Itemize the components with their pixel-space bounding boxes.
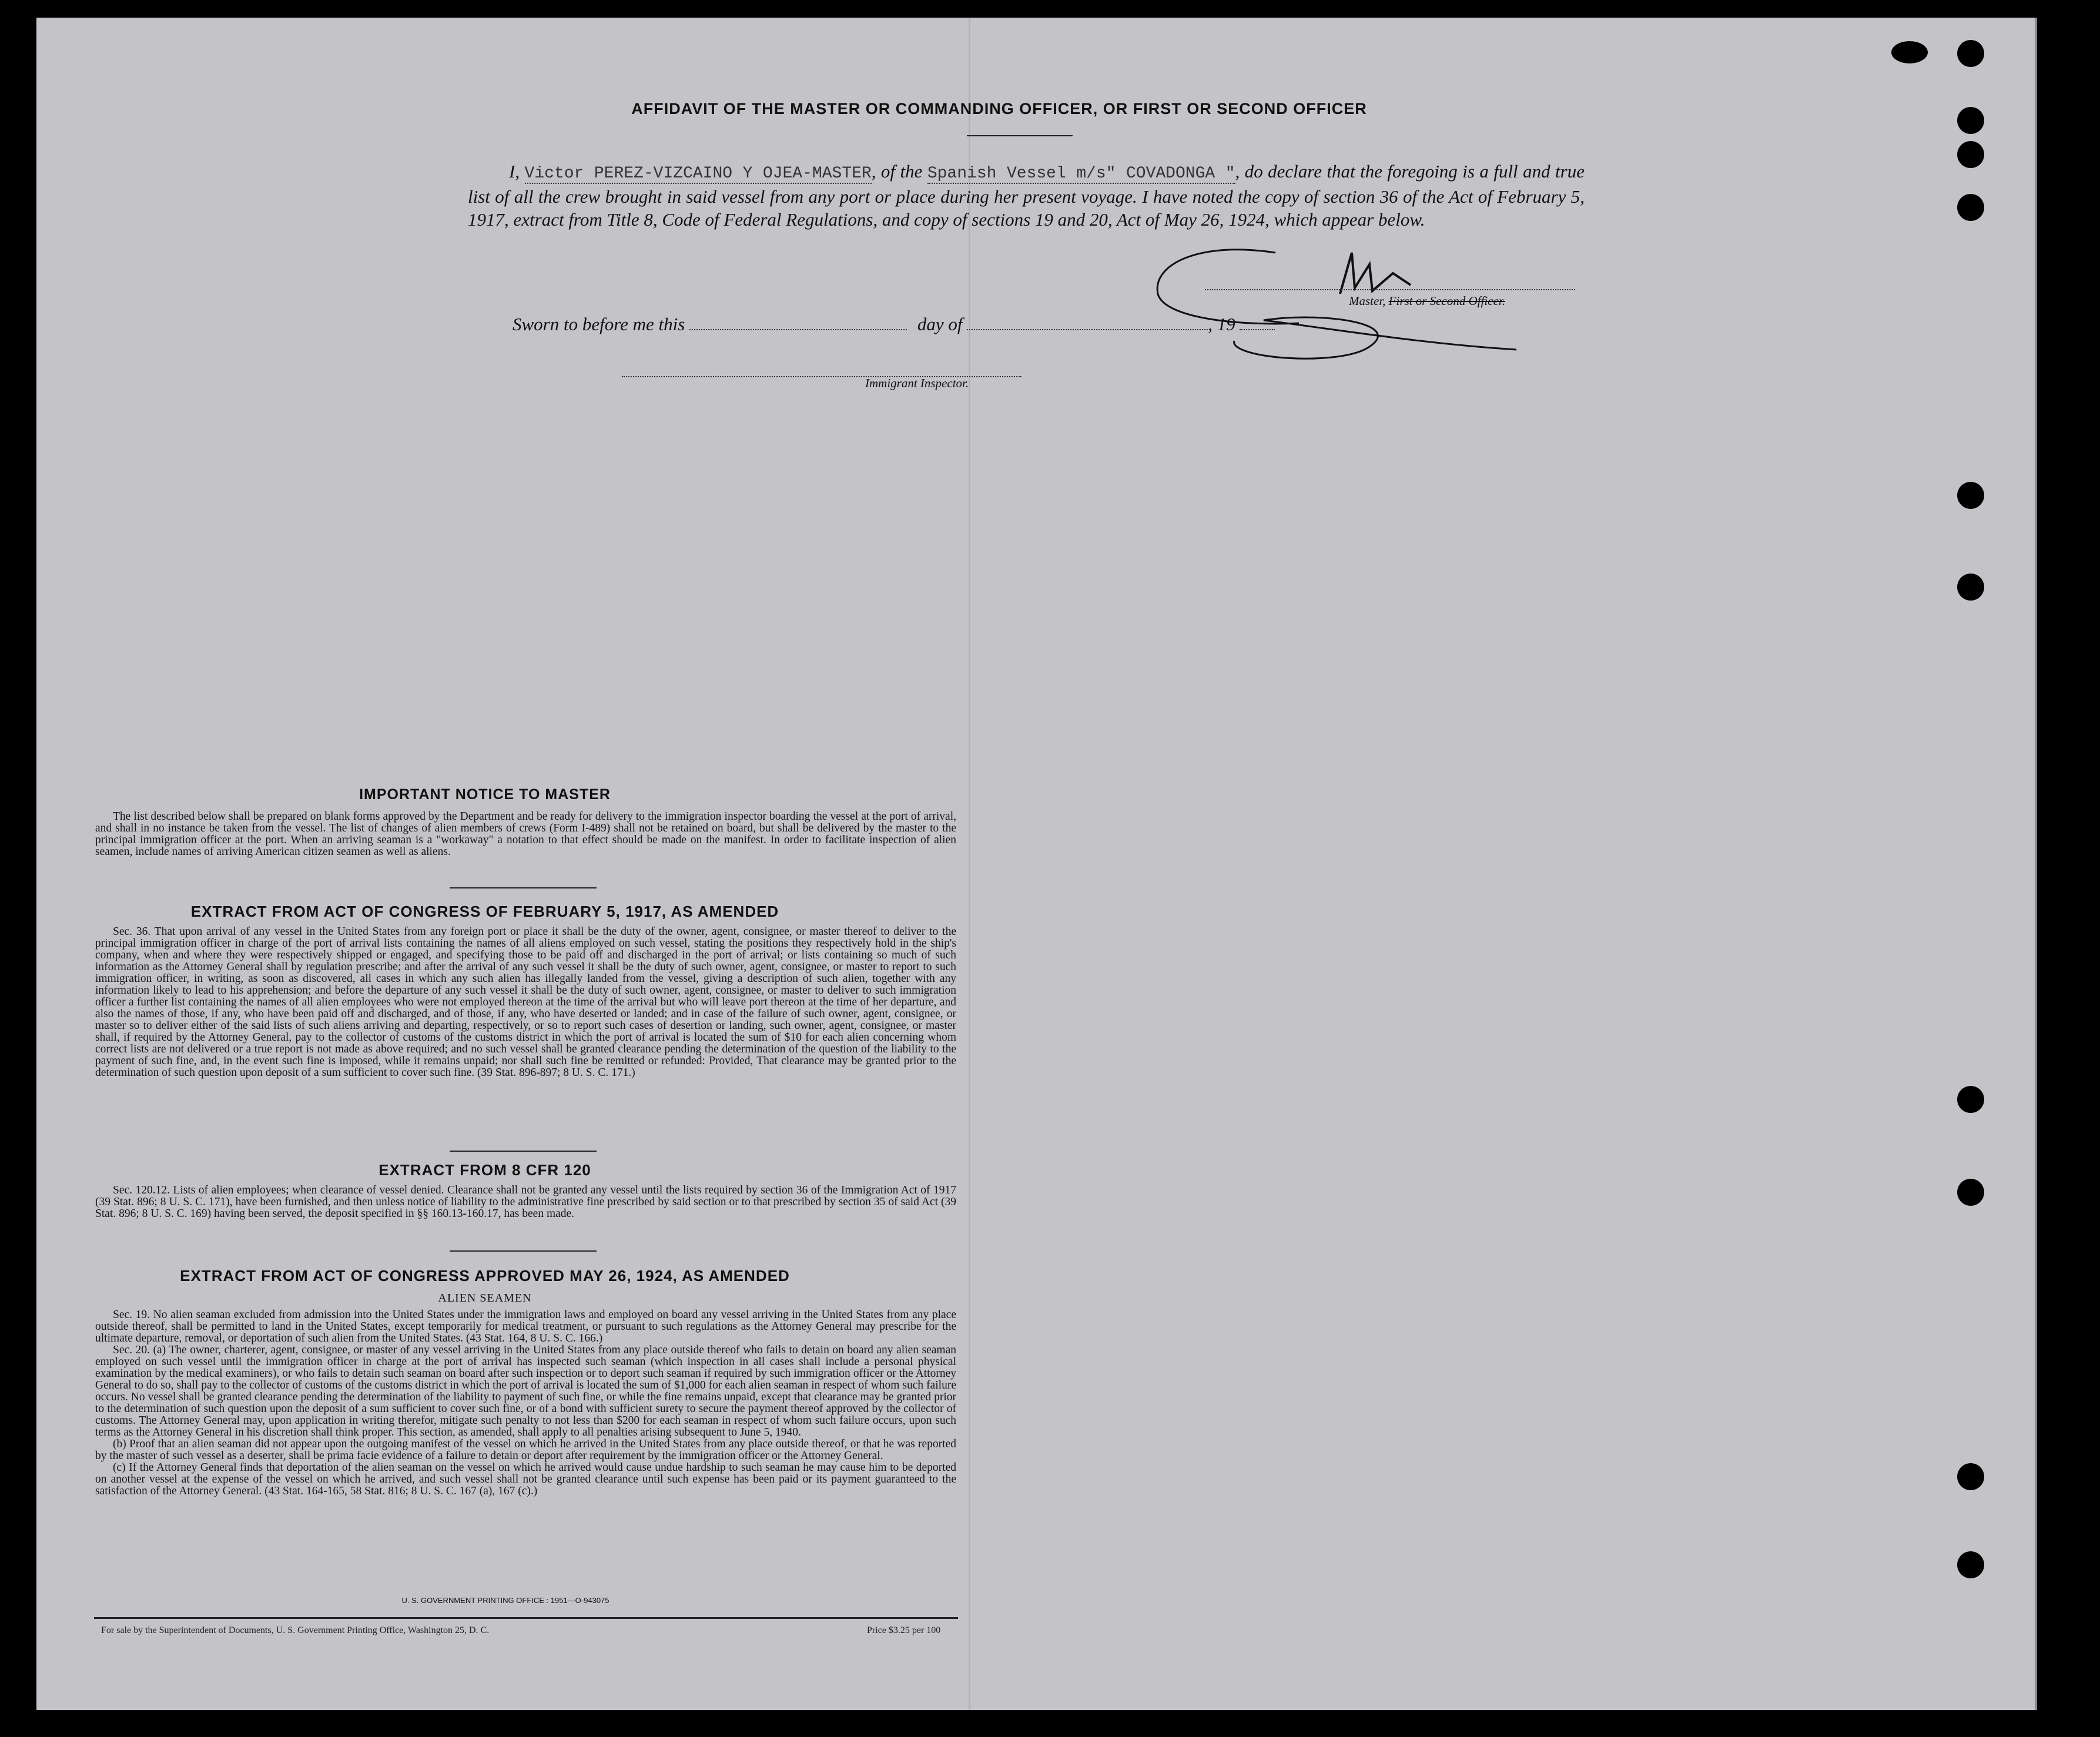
sworn-text-c: , 19 bbox=[1208, 314, 1235, 334]
page-edge bbox=[2035, 18, 2037, 1710]
gpo-imprint: U. S. GOVERNMENT PRINTING OFFICE : 1951—O-943075 bbox=[401, 1596, 609, 1605]
punch-hole bbox=[1957, 1086, 1984, 1113]
title-rule bbox=[967, 135, 1073, 136]
section-120-paragraph: Sec. 120.12. Lists of alien employees; when clearance of vessel denied. Clearance shall not be granted any vessel until the lists required by section 36 of the Immigration Act of 1917 (39 Stat. 896; 8 U. S. C. 171), have been furnished, and then unless notice of liability to the administrative fine prescribed by said section or to that prescribed by section 35 of said Act (39 Stat. 896; 8 U. S. C. 169) having been served, the deposit specified in §§ 160.13-160.17, has been made. bbox=[95, 1184, 956, 1220]
declaration-text: , do declare that the foregoing is a full and true list of all the crew brought in said vessel from any port or place during her present voyage. I have noted the copy of section 36 of the Act of February 5, 1917, extract from Title 8, Code of Federal Regulations, and copy of sections 19 and 20, Act of May 26, 1924, which appear below. bbox=[468, 161, 1585, 230]
price-notice: Price $3.25 per 100 bbox=[867, 1625, 941, 1635]
section-36-paragraph: Sec. 36. That upon arrival of any vessel in the United States from any foreign port or place it shall be the duty of the owner, agent, consignee, or master thereof to deliver to the principal immigration officer in charge of the port of arrival lists containing the names of all aliens employed on such vessel, stating the positions they respectively hold in the ship's company, when and where they were respectively shipped or engaged, and specifying those to be paid off and discharged in the port of arrival; or lists containing so much of such information as the Attorney General shall by regulation prescribe; and after the arrival of any such vessel it shall be the duty of such owner, agent, consignee, or master to report to such immigration officer, in writing, as soon as discovered, all cases in which any such alien has illegally landed from the vessel, giving a description of such alien, together with any information likely to lead to his apprehension; and before the departure of any such vessel it shall be the duty of such owner, agent, consignee, or master to deliver to such immigration officer a further list containing the names of all alien employees who were not employed thereon at the time of the arrival but who will leave port thereon at the time of her departure, and also the names of those, if any, who have been paid off and discharged, and of those, if any, who have deserted or landed; and in case of the failure of such owner, agent, consignee, or master so to deliver either of the said lists of such aliens arriving and departing, respectively, or so to report such cases of desertion or landing, such owner, agent, consignee, or master shall, if required by the Attorney General, pay to the collector of customs of the customs district in which the port of arrival is located the sum of $10 for each alien concerning whom correct lists are not delivered or a true report is not made as above required; and no such vessel shall be granted clearance pending the determination of the question of the liability to the payment of such fine, and, in the event such fine is imposed, while it remains unpaid; nor shall such fine be remitted or refunded: Provided, That clearance may be granted prior to the determination of such question upon deposit of a sum sufficient to cover such fine. (39 Stat. 896-897; 8 U. S. C. 171.) bbox=[95, 925, 956, 1079]
master-name-field: Victor PEREZ-VIZCAINO Y OJEA-MASTER bbox=[524, 165, 872, 183]
sworn-text-b: day of bbox=[917, 314, 963, 334]
caption-master: Master, bbox=[1349, 294, 1386, 308]
sworn-day-field bbox=[689, 316, 907, 330]
extract-cfr-text bbox=[95, 1185, 956, 1220]
extract-cfr-title: EXTRACT FROM 8 CFR 120 bbox=[379, 1161, 591, 1179]
notice-paragraph: The list described below shall be prepared on blank forms approved by the Department and be ready for delivery to the immigration inspector boarding the vessel at the port of arrival, and shall in no instance be taken from the vessel. The list of changes of alien members of crews (Form I-489) shall not be retained on board, but shall be delivered by the master to the principal immigration officer at the port. When an arriving seaman is a "workaway" a notation to that effect should be made on the manifest. In order to facilitate inspection of alien seamen, include names of arriving American citizen seamen as well as aliens. bbox=[95, 810, 956, 858]
punch-hole bbox=[1957, 1551, 1984, 1578]
sworn-month-field bbox=[967, 316, 1208, 330]
extract-1924-title: EXTRACT FROM ACT OF CONGRESS APPROVED MAY 26, 1924, AS AMENDED bbox=[180, 1267, 790, 1285]
sale-notice: For sale by the Superintendent of Documents, U. S. Government Printing Office, Washington 25, D. C. bbox=[101, 1625, 490, 1635]
section-20b-paragraph: (b) Proof that an alien seaman did not appear upon the outgoing manifest of the vessel on which he arrived in the United States from any place outside thereof, or that he was reported by the master of such vessel as a deserter, shall be prima facie evidence of a failure to detain or deport after requirement by the immigration officer or the Attorney General. bbox=[95, 1438, 956, 1462]
extract-1917-text bbox=[95, 926, 956, 1079]
declaration-of-the: , of the bbox=[871, 161, 923, 182]
section-rule bbox=[450, 887, 597, 888]
section-20a-paragraph: Sec. 20. (a) The owner, charterer, agent, consignee, or master of any vessel arriving in the United States from any place outside thereof who fails to detain on board any alien seaman employed on such vessel until the immigration officer in charge at the port of arrival has inspected such seaman (which inspection in all cases shall include a personal physical examination by the medical examiners), or who fails to detain such seaman on board after such inspection or to deport such seaman if required by such immigration officer or the Attorney General to do so, shall pay to the collector of customs of the customs district in which the port of arrival is located the sum of $1,000 for each alien seaman in respect of whom such failure occurs. No vessel shall be granted clearance pending the determination of the liability to payment of such fine, or while the fine remains unpaid, except that clearance may be granted prior to the determination of such question upon the deposit of a sum sufficient to cover such fine, or of a bond with sufficient surety to secure the payment thereof approved by the collector of customs. The Attorney General may, upon application in writing therefor, mitigate such penalty to not less than $200 for each seaman in respect of whom such failure occurs, upon such terms as the Attorney General in his discretion shall think proper. This section, as amended, shall apply to all penalties arising subsequent to June 5, 1940. bbox=[95, 1344, 956, 1438]
declaration-i: I, bbox=[509, 161, 520, 182]
punch-hole bbox=[1957, 141, 1984, 168]
punch-hole bbox=[1957, 194, 1984, 221]
notice-title: IMPORTANT NOTICE TO MASTER bbox=[359, 786, 611, 803]
alien-seamen-subtitle: ALIEN SEAMEN bbox=[438, 1292, 532, 1305]
vessel-name-field: Spanish Vessel m/s" COVADONGA " bbox=[927, 165, 1235, 183]
signature-caption bbox=[1349, 294, 1505, 308]
ink-blot bbox=[1891, 41, 1928, 63]
punch-hole bbox=[1957, 574, 1984, 601]
caption-officer: First or Second Officer. bbox=[1388, 294, 1505, 308]
inspector-signature-line bbox=[622, 363, 1021, 377]
inspector-caption: Immigrant Inspector. bbox=[865, 376, 969, 390]
sworn-line bbox=[513, 314, 1275, 335]
section-rule bbox=[450, 1250, 597, 1252]
notice-text bbox=[95, 811, 956, 858]
sworn-text-a: Sworn to before me this bbox=[513, 314, 685, 334]
extract-1917-title: EXTRACT FROM ACT OF CONGRESS OF FEBRUARY 5, 1917, AS AMENDED bbox=[190, 903, 779, 920]
punch-hole bbox=[1957, 1179, 1984, 1206]
sworn-year-field bbox=[1240, 316, 1275, 330]
footer-rule bbox=[94, 1617, 958, 1619]
signature-line bbox=[1205, 276, 1575, 290]
punch-hole bbox=[1957, 40, 1984, 67]
punch-hole bbox=[1957, 107, 1984, 134]
affidavit-declaration bbox=[468, 160, 1585, 231]
section-rule bbox=[450, 1151, 597, 1152]
section-20c-paragraph: (c) If the Attorney General finds that deportation of the alien seaman on the vessel on which he arrived would cause undue hardship to such seaman he may cause him to be deported on another vessel at the expense of the vessel on which he arrived, and such vessel shall not be granted clearance until such expense has been paid or its payment guaranteed to the satisfaction of the Attorney General. (43 Stat. 164-165, 58 Stat. 816; 8 U. S. C. 167 (a), 167 (c).) bbox=[95, 1461, 956, 1497]
section-19-paragraph: Sec. 19. No alien seaman excluded from admission into the United States under the immigration laws and employed on board any vessel arriving in the United States from any place outside thereof, shall be permitted to land in the United States, except temporarily for medical treatment, or pursuant to such regulations as the Attorney General may prescribe for the ultimate departure, removal, or deportation of such alien from the United States. (43 Stat. 164, 8 U. S. C. 166.) bbox=[95, 1309, 956, 1344]
punch-hole bbox=[1957, 482, 1984, 509]
punch-hole bbox=[1957, 1463, 1984, 1490]
extract-1924-text bbox=[95, 1309, 956, 1497]
page-fold bbox=[969, 18, 970, 1710]
affidavit-title: AFFIDAVIT OF THE MASTER OR COMMANDING OFFICER, OR FIRST OR SECOND OFFICER bbox=[631, 100, 1367, 118]
